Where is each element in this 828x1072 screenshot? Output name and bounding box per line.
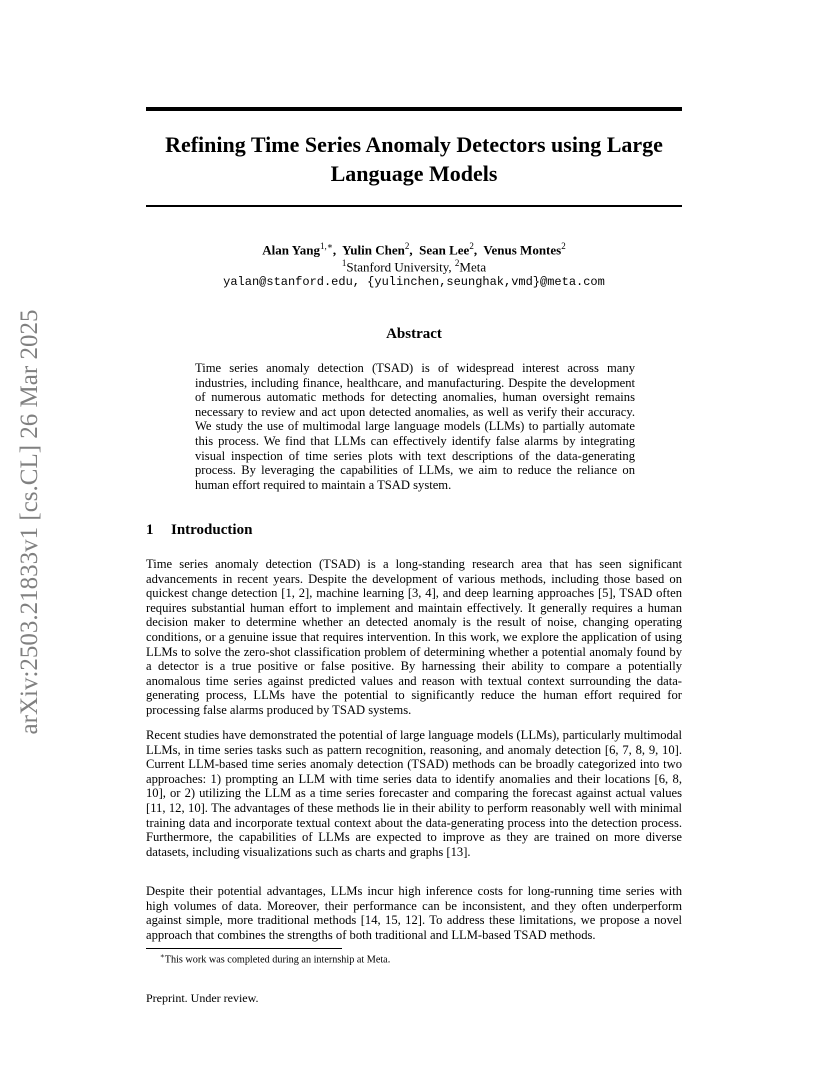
- author-name: Alan Yang: [262, 242, 320, 258]
- author-mark: 1,∗: [319, 241, 333, 251]
- section-heading: [146, 522, 252, 539]
- abstract-heading: Abstract: [386, 326, 442, 342]
- author-name: Yulin Chen: [342, 242, 405, 258]
- footnote-rule: [146, 948, 342, 949]
- affiliation-name: Meta: [459, 259, 487, 275]
- footnote-text: This work was completed during an internship at Meta.: [164, 954, 391, 966]
- intro-paragraph-1: Time series anomaly detection (TSAD) is a long-standing research area that has seen significant advancements in recent years. Despite the development of various methods, including those based on quickest change detection [1, 2], machine learning [3, 4], and deep learning approaches [5], TSAD often requires substantial human effort to implement and maintain effectively. It generally requires a human decision maker to determine whether an detected anomaly is the result of noise, changing operating conditions, or a genuine issue that requires intervention. In this work, we explore the application of using LLMs to solve the zero-shot classification problem of determining whether a potential anomaly found by a detector is a true positive or false positive. By harnessing their ability to compare a potentially anomalous time series against predicted values and reason with textual context surrounding the data-generating process, LLMs have the potential to significantly reduce the human effort required for processing false alarms produced by TSAD systems.: [146, 557, 682, 717]
- affiliations: $^1$Stanford University, $^2$Meta: [341, 258, 487, 275]
- author-list: Alan Yang$^{1,∗}$, Yulin Chen$^2$, Sean Lee$^2$, Venus Montes$^2$: [262, 241, 566, 258]
- affiliation-mark: 2: [454, 258, 460, 268]
- footnote: [160, 952, 390, 965]
- footnote-mark: ∗: [160, 952, 165, 960]
- author-mark: 2: [469, 241, 474, 251]
- affiliation-name: Stanford University: [346, 259, 449, 275]
- author-mark: 2: [561, 241, 566, 251]
- author-mark: 2: [404, 241, 410, 251]
- author-name: Venus Montes: [483, 242, 562, 258]
- author-name: Sean Lee: [419, 242, 470, 258]
- section-title: Introduction: [171, 522, 253, 538]
- section-number: 1: [146, 522, 154, 538]
- intro-paragraph-2: Recent studies have demonstrated the potential of large language models (LLMs), particularly multimodal LLMs, in time series tasks such as pattern recognition, reasoning, and anomaly detection [6, 7, 8, 9, 10]. Current LLM-based time series anomaly detection (TSAD) methods can be broadly categorized into two approaches: 1) prompting an LLM with time series data to identify anomalies and their locations [6, 8, 10], or 2) utilizing the LLM as a time series forecaster and comparing the forecast against actual values [11, 12, 10]. The advantages of these methods lie in their ability to perform reasonably well with minimal training data and incorporate textual context about the data-generating process into the detection process. Furthermore, the capabilities of LLMs are expected to improve as they are trained on more diverse datasets, including visualizations such as charts and graphs [13].: [146, 728, 682, 859]
- preprint-footer: Preprint. Under review.: [146, 991, 259, 1005]
- affiliation-mark: 1: [341, 258, 347, 268]
- abstract-text: Time series anomaly detection (TSAD) is of widespread interest across many industries, including finance, healthcare, and manufacturing. Despite the development of numerous automatic methods for detecting anomalies, human oversight remains necessary to review and act upon detected anomalies, as well as verify their accuracy. We study the use of multimodal large language models (LLMs) to partially automate this process. We find that LLMs can effectively identify false alarms by integrating visual inspection of time series plots with text descriptions of the data-generating process. By leveraging the capabilities of LLMs, we aim to reduce the reliance on human effort required to maintain a TSAD system.: [195, 361, 635, 492]
- title-bottom-rule: [146, 205, 682, 207]
- arxiv-stamp: arXiv:2503.21833v1 [cs.CL] 26 Mar 2025: [16, 309, 43, 735]
- paper-title: Refining Time Series Anomaly Detectors using Large Language Models: [165, 132, 663, 186]
- author-emails: yalan@stanford.edu, {yulinchen,seunghak,vmd}@meta.com: [223, 275, 605, 289]
- intro-paragraph-3: Despite their potential advantages, LLMs incur high inference costs for long-running time series with high volumes of data. Moreover, their performance can be inconsistent, and they often underperform against simple, more traditional methods [14, 15, 12]. To address these limitations, we propose a novel approach that combines the strengths of both traditional and LLM-based TSAD methods.: [146, 884, 682, 942]
- title-top-rule: [146, 107, 682, 111]
